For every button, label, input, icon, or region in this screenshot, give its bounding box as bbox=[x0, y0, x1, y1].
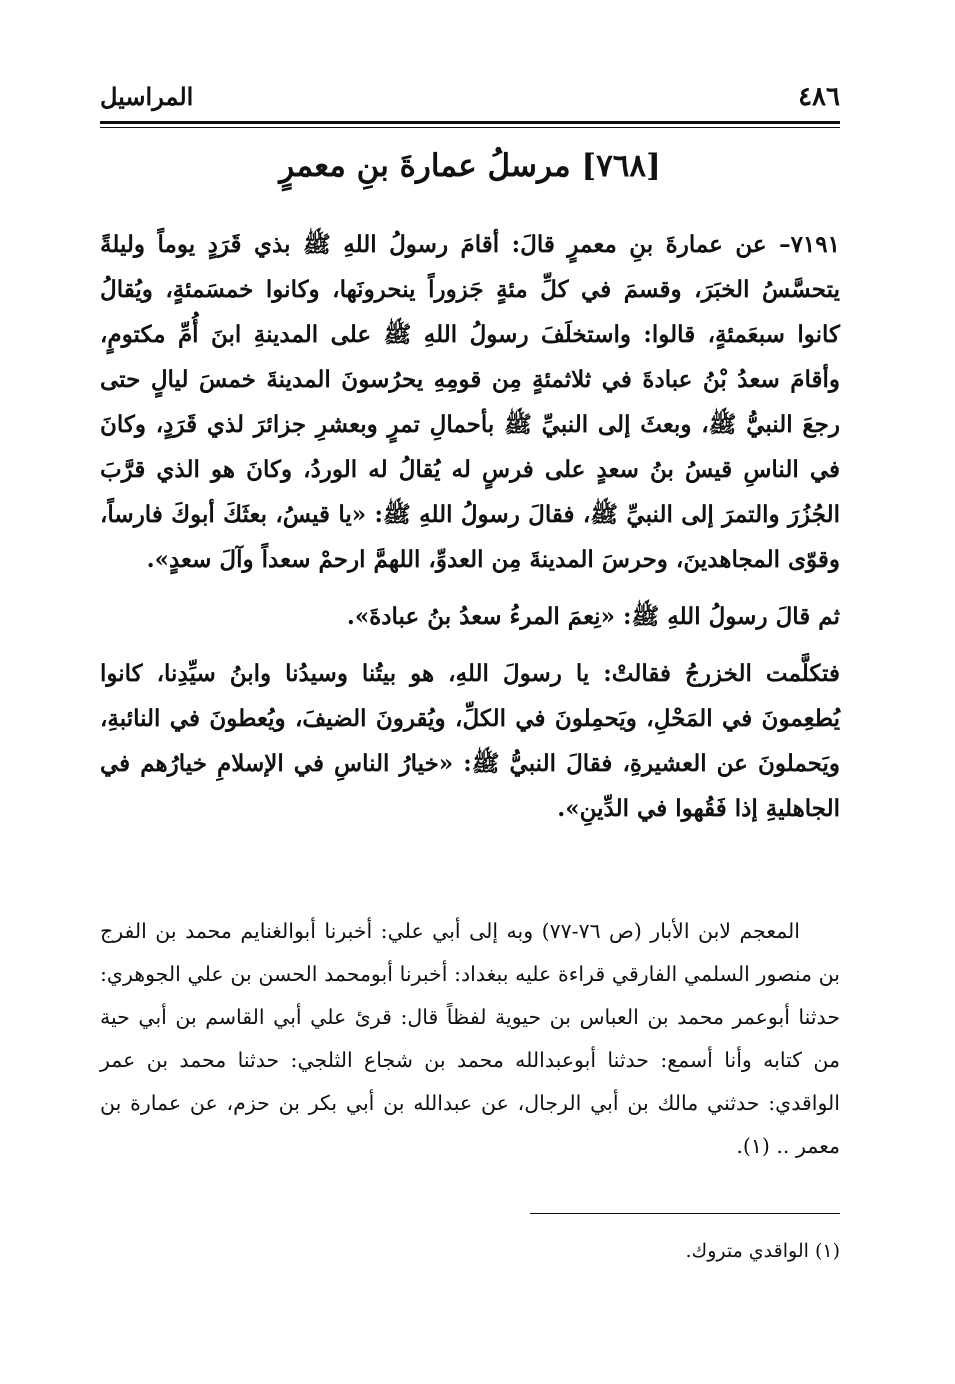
running-header bbox=[100, 82, 840, 118]
running-title: المراسيل bbox=[100, 82, 194, 111]
isnad-text bbox=[100, 910, 840, 1168]
hadith-paragraph-1-text: عن عمارةَ بنِ معمرٍ قالَ: أقامَ رسولُ اللهِ ﷺ بذي قَرَدٍ يوماً وليلةً يتحسَّسُ الخبَرَ، وقسمَ في كلِّ مئةٍ جَزوراً ينحرونَها، وكانوا خمسَمئةٍ، ويُقالُ كانوا سبعَمئةٍ، قالوا: واستخلَفَ رسولُ اللهِ ﷺ على المدينةِ ابنَ أُمِّ مكتومٍ، وأقامَ سعدُ بْنُ عبادةَ في ثلاثمئةٍ مِن قومِهِ يحرُسونَ المدينةَ خمسَ ليالٍ حتى رجعَ النبيُّ ﷺ، وبعثَ إلى النبيِّ ﷺ بأحمالِ تمرٍ وبعشرِ جزائرَ لذي قَرَدٍ، وكانَ في الناسِ قيسُ بنُ سعدٍ على فرسٍ له يُقالُ له الوردُ، وكانَ هو الذي قرَّبَ الجُزُرَ والتمرَ إلى النبيِّ ﷺ، فقالَ رسولُ اللهِ ﷺ: «يا قيسُ، بعثَكَ أبوكَ فارساً، وقوّى المجاهدينَ، وحرسَ المدينةَ مِن العدوِّ، اللهمَّ ارحمْ سعداً وآلَ سعدٍ». bbox=[100, 231, 840, 573]
hadith-paragraph-1 bbox=[100, 222, 840, 582]
hadith-paragraph-2: ثم قالَ رسولُ اللهِ ﷺ: «نِعمَ المرءُ سعدُ بنُ عبادةَ». bbox=[346, 603, 840, 630]
footnote-rule bbox=[530, 1213, 840, 1214]
header-rule-thick bbox=[100, 121, 840, 124]
hadith-number: ٧١٩١– bbox=[779, 231, 840, 258]
isnad-paragraph: المعجم لابن الأبار (ص ٧٦-٧٧) وبه إلى أبي علي: أخبرنا أبوالغنايم محمد بن الفرج بن منصور السلمي الفارقي قراءة عليه ببغداد: أخبرنا أبومحمد الحسن بن علي الجوهري: حدثنا أبوعمر محمد بن العباس بن حيوية لفظاً قال: قرئ علي أبي القاسم بن أبي حية من كتابه وأنا أسمع: حدثنا أبوعبدالله محمد بن شجاع الثلجي: حدثنا محمد بن عمر الواقدي: حدثني مالك بن أبي الرجال، عن عبدالله بن أبي بكر بن حزم، عن عمارة بن معمر .. (١). bbox=[100, 919, 840, 1158]
hadith-text bbox=[100, 222, 840, 831]
header-rule-thin bbox=[100, 127, 840, 128]
section-title: [٧٦٨] مرسلُ عمارةَ بنِ معمرٍ bbox=[279, 148, 661, 184]
hadith-paragraph-3: فتكلَّمت الخزرجُ فقالتْ: يا رسولَ اللهِ، هو بيتُنا وسيدُنا وابنُ سيِّدِنا، كانوا يُطعِمونَ في المَحْلِ، ويَحمِلونَ في الكلِّ، ويُقرونَ الضيفَ، ويُعطونَ في النائبةِ، ويَحملونَ عن العشيرةِ، فقالَ النبيُّ ﷺ: «خيارُ الناسِ في الإسلامِ خيارُهم في الجاهليةِ إذا فَقُهوا في الدِّينِ». bbox=[100, 660, 840, 822]
page-number: ٤٨٦ bbox=[798, 82, 840, 112]
footnote: (١) الواقدي متروك. bbox=[685, 1240, 840, 1262]
